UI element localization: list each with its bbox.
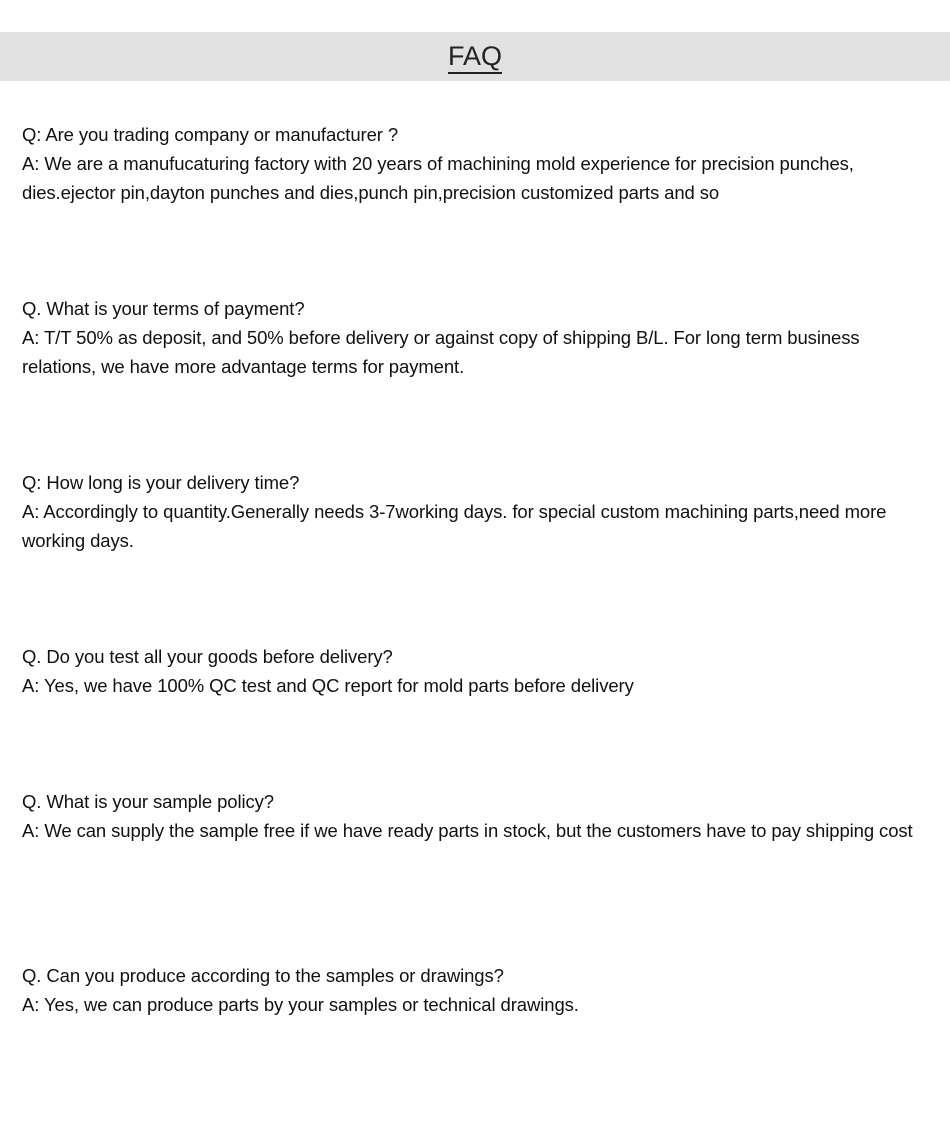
faq-answer: A: T/T 50% as deposit, and 50% before delivery or against copy of shipping B/L. For long term business relations, we have more advantage terms for payment. — [22, 327, 860, 377]
faq-item-trading-company — [22, 120, 922, 207]
faq-answer: A: We can supply the sample free if we have ready parts in stock, but the customers have to pay shipping cost — [22, 820, 913, 841]
faq-question: Q: How long is your delivery time? — [22, 472, 300, 493]
faq-header — [0, 32, 950, 81]
faq-item-sample-policy — [22, 787, 922, 845]
faq-question: Q: Are you trading company or manufacturer ? — [22, 124, 399, 145]
faq-question: Q. Can you produce according to the samples or drawings? — [22, 965, 504, 986]
faq-answer: A: We are a manufucaturing factory with 20 years of machining mold experience for precision punches, dies.ejector pin,dayton punches and dies,punch pin,precision customized parts and so — [22, 153, 854, 203]
page-title — [0, 40, 950, 72]
faq-item-payment-terms — [22, 294, 922, 381]
faq-answer: A: Yes, we can produce parts by your samples or technical drawings. — [22, 994, 579, 1015]
faq-item-samples-drawings — [22, 961, 922, 1019]
faq-item-goods-test — [22, 642, 922, 700]
faq-answer: A: Accordingly to quantity.Generally needs 3-7working days. for special custom machining parts,need more working days. — [22, 501, 887, 551]
page-title-text: FAQ — [448, 41, 502, 74]
faq-item-delivery-time — [22, 468, 922, 555]
faq-question: Q. What is your terms of payment? — [22, 298, 305, 319]
faq-question: Q. What is your sample policy? — [22, 791, 274, 812]
faq-answer: A: Yes, we have 100% QC test and QC report for mold parts before delivery — [22, 675, 634, 696]
faq-question: Q. Do you test all your goods before delivery? — [22, 646, 393, 667]
